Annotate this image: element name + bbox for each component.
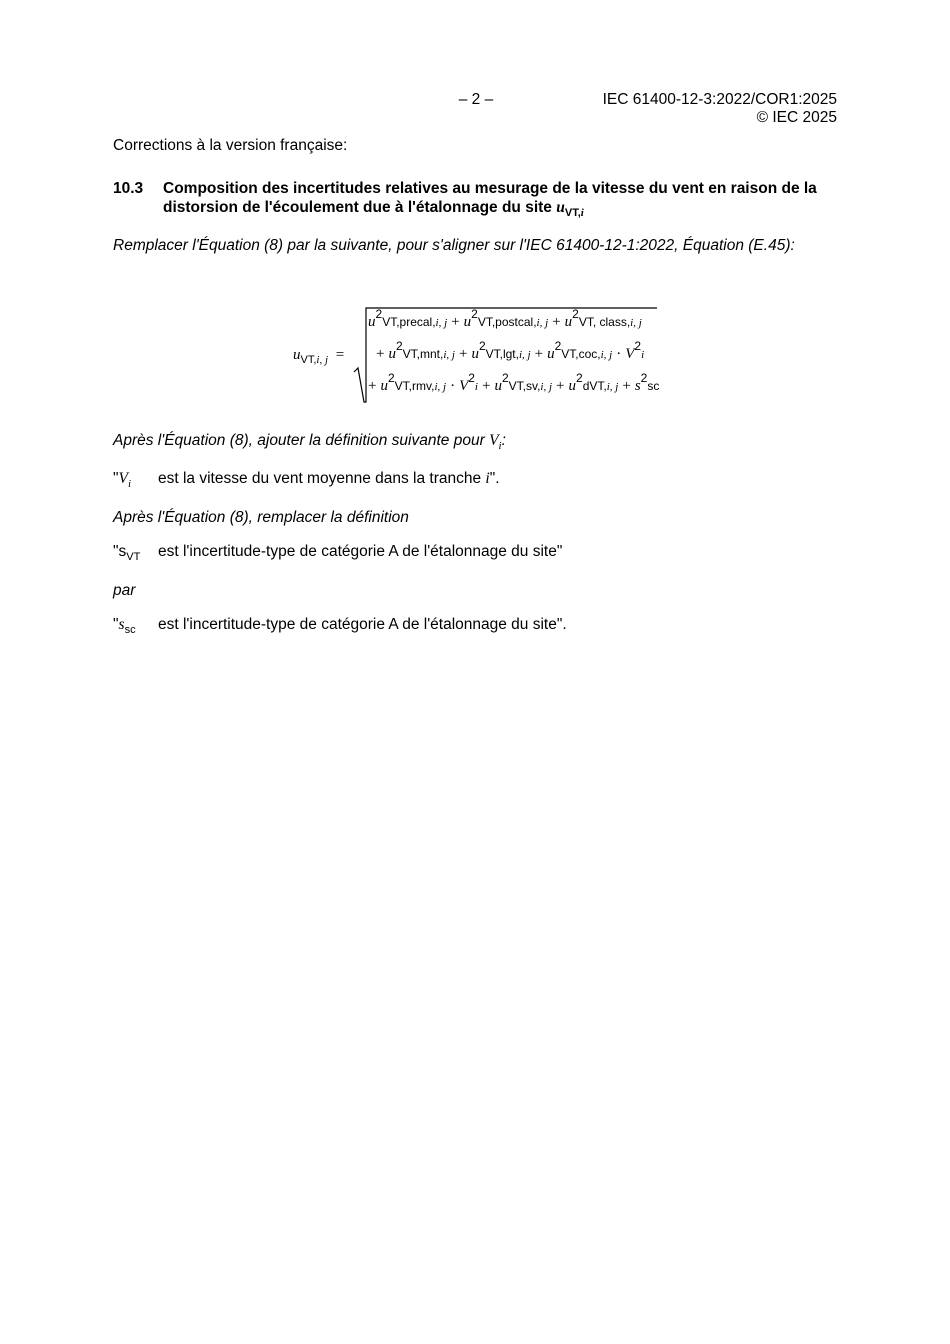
eq-subscript-8: VT,lgt, bbox=[485, 347, 519, 361]
equation-line-2 bbox=[372, 339, 645, 363]
definition-svt-letter: s bbox=[118, 543, 127, 560]
eq-subscript-3: VT,mnt, bbox=[402, 347, 444, 361]
definition-svt-sub: VT bbox=[126, 551, 141, 564]
eq-subscript-2: VT,precal, bbox=[382, 315, 436, 329]
lhs-symbol: u bbox=[293, 347, 301, 363]
eq-subscript-17: dVT, bbox=[582, 379, 607, 393]
eq-operator-4: + bbox=[451, 314, 460, 330]
eq-operator-9: + bbox=[552, 314, 561, 330]
equation-8 bbox=[280, 300, 670, 410]
eq-symbol-6: V bbox=[459, 378, 469, 394]
equation-line-3 bbox=[364, 371, 660, 395]
page-number: – 2 – bbox=[458, 91, 494, 108]
lhs-index: i, j bbox=[316, 354, 329, 366]
eq-symbol-0: u bbox=[368, 314, 376, 330]
vi-symbol: V bbox=[489, 432, 499, 449]
eq-exponent-21: 2 bbox=[640, 371, 648, 385]
equation-lhs bbox=[293, 347, 344, 366]
eq-operator-10: + bbox=[534, 346, 544, 362]
instruction-replace-equation: Remplacer l'Équation (8) par la suivante, pour s'aligner sur l'IEC 61400-12-1:2022, Équation (E.45): bbox=[113, 237, 795, 254]
definition-ssc-sub: sc bbox=[124, 624, 136, 637]
instruction-add-text: Après l'Équation (8), ajouter la définition suivante pour bbox=[113, 432, 485, 449]
par-word: par bbox=[113, 582, 136, 599]
eq-index-18: i, j bbox=[606, 381, 619, 393]
eq-symbol-10: u bbox=[564, 314, 573, 330]
definition-ssc-text: est l'incertitude-type de catégorie A de l'étalonnage du site". bbox=[158, 616, 567, 633]
eq-exponent-16: 2 bbox=[576, 371, 583, 385]
eq-symbol-15: u bbox=[568, 378, 577, 394]
eq-index-4: i, j bbox=[434, 381, 447, 393]
equals-sign: = bbox=[335, 347, 345, 363]
intro-text: Corrections à la version française: bbox=[113, 137, 348, 154]
instruction-add-definition bbox=[113, 431, 506, 456]
definition-ssc-quote: " bbox=[113, 616, 119, 633]
eq-exponent-2: 2 bbox=[395, 339, 403, 353]
clause-symbol-sub-i: i bbox=[580, 207, 584, 220]
eq-exponent-2: 2 bbox=[387, 371, 395, 385]
eq-index-18: i bbox=[641, 349, 645, 361]
definition-svt-quote: " bbox=[113, 543, 119, 560]
instruction-add-suffix: : bbox=[501, 432, 506, 449]
clause-title bbox=[163, 179, 837, 223]
definition-svt bbox=[113, 542, 562, 567]
document-id: IEC 61400-12-3:2022/COR1:2025 bbox=[602, 91, 837, 108]
eq-symbol-1: u bbox=[380, 378, 388, 394]
clause-title-text: Composition des incertitudes relatives au mesurage de la vitesse du vent en raison de la distorsion de l'écoulement due à l'étalonnage du site bbox=[163, 180, 817, 216]
eq-operator-5: + bbox=[458, 346, 468, 362]
eq-exponent-11: 2 bbox=[572, 307, 579, 321]
definition-vi-close: ". bbox=[489, 470, 500, 487]
eq-exponent-1: 2 bbox=[375, 307, 383, 321]
eq-operator-19: + bbox=[622, 378, 631, 394]
eq-operator-15: · bbox=[616, 346, 622, 362]
eq-exponent-12: 2 bbox=[554, 339, 562, 353]
definition-ssc bbox=[113, 615, 567, 640]
vi-subscript: i bbox=[498, 440, 502, 453]
eq-operator-9: + bbox=[481, 378, 491, 394]
eq-symbol-20: s bbox=[634, 378, 641, 394]
eq-exponent-7: 2 bbox=[478, 339, 486, 353]
definition-vi-letter: V bbox=[118, 470, 128, 487]
eq-exponent-7: 2 bbox=[468, 371, 475, 385]
eq-operator-14: + bbox=[556, 378, 565, 394]
eq-symbol-10: u bbox=[494, 378, 502, 394]
eq-symbol-16: V bbox=[625, 346, 635, 362]
clause-symbol-subscript bbox=[565, 207, 584, 219]
eq-operator-0: + bbox=[368, 378, 377, 394]
eq-index-13: i, j bbox=[540, 381, 553, 393]
eq-index-3: i, j bbox=[435, 317, 448, 329]
eq-subscript-7: VT,postcal, bbox=[477, 315, 537, 329]
eq-exponent-17: 2 bbox=[634, 339, 642, 353]
eq-subscript-3: VT,rmv, bbox=[394, 379, 435, 393]
eq-index-4: i, j bbox=[443, 349, 455, 361]
definition-vi-symbol bbox=[113, 469, 158, 494]
definition-vi-index: i bbox=[485, 470, 490, 487]
eq-index-9: i, j bbox=[518, 349, 531, 361]
eq-subscript-12: VT,sv, bbox=[508, 379, 541, 393]
eq-subscript-12: VT, class, bbox=[578, 315, 631, 329]
document-reference bbox=[603, 91, 837, 127]
eq-subscript-22: sc bbox=[647, 379, 660, 393]
eq-symbol-1: u bbox=[388, 346, 396, 362]
definition-ssc-symbol bbox=[113, 615, 158, 640]
eq-symbol-6: u bbox=[471, 346, 479, 362]
eq-symbol-5: u bbox=[463, 314, 472, 330]
clause-symbol: u bbox=[556, 199, 565, 216]
eq-index-8: i, j bbox=[536, 317, 549, 329]
lhs-subscript: VT, bbox=[300, 354, 317, 366]
eq-index-13: i, j bbox=[630, 317, 642, 329]
clause-symbol-sub: VT, bbox=[564, 207, 581, 220]
definition-vi-quote: " bbox=[113, 470, 119, 487]
eq-operator-0: + bbox=[376, 346, 385, 362]
clause-number: 10.3 bbox=[113, 180, 144, 197]
definition-svt-symbol bbox=[113, 542, 158, 567]
eq-exponent-11: 2 bbox=[501, 371, 509, 385]
definition-vi-text: est la vitesse du vent moyenne dans la tranche bbox=[158, 470, 482, 487]
eq-operator-5: · bbox=[450, 378, 456, 394]
eq-symbol-11: u bbox=[547, 346, 555, 362]
eq-subscript-13: VT,coc, bbox=[561, 347, 601, 361]
eq-index-8: i bbox=[474, 381, 478, 393]
definition-vi-sub: i bbox=[127, 478, 132, 491]
instruction-replace-definition: Après l'Équation (8), remplacer la définition bbox=[113, 509, 409, 526]
definition-ssc-letter: s bbox=[118, 616, 125, 633]
eq-exponent-6: 2 bbox=[471, 307, 478, 321]
definition-svt-text: est l'incertitude-type de catégorie A de l'étalonnage du site" bbox=[158, 543, 563, 560]
equation-line-1 bbox=[368, 307, 642, 331]
definition-vi bbox=[113, 469, 500, 494]
copyright-line: © IEC 2025 bbox=[756, 109, 837, 126]
eq-index-14: i, j bbox=[600, 349, 613, 361]
